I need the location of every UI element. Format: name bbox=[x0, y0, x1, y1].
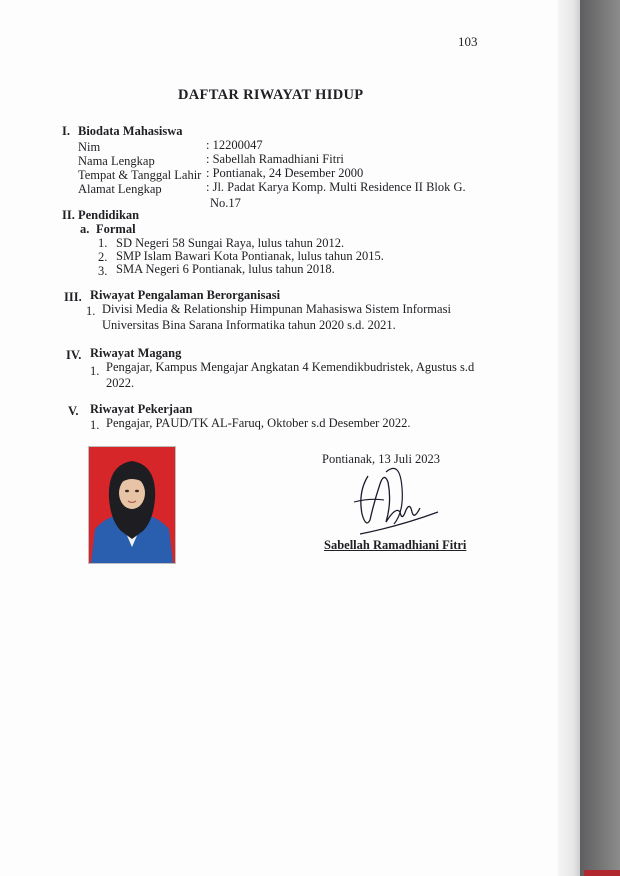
subsection-heading-formal: Formal bbox=[96, 222, 136, 236]
list-item-cont: Universitas Bina Sarana Informatika tahun 2020 s.d. 2021. bbox=[102, 318, 396, 332]
page-edge-shadow bbox=[558, 0, 580, 876]
page-title: DAFTAR RIWAYAT HIDUP bbox=[178, 87, 364, 103]
profile-photo-illustration bbox=[89, 447, 175, 563]
section-heading-organisasi: Riwayat Pengalaman Berorganisasi bbox=[90, 288, 281, 302]
subsection-number-formal: a. bbox=[80, 222, 90, 236]
list-item-number: 1. bbox=[90, 418, 100, 432]
signature-name: Sabellah Ramadhiani Fitri bbox=[324, 538, 467, 552]
biodata-value-nim: : 12200047 bbox=[206, 138, 263, 152]
section-number-biodata: I. bbox=[62, 124, 70, 138]
list-item: Pengajar, Kampus Mengajar Angkatan 4 Kemendikbudristek, Agustus s.d bbox=[106, 360, 475, 374]
biodata-value-alamat: : Jl. Padat Karya Komp. Multi Residence II Blok G. bbox=[206, 180, 466, 194]
signature-place-date: Pontianak, 13 Juli 2023 bbox=[322, 452, 441, 466]
scan-red-mark bbox=[584, 870, 620, 876]
list-item: Divisi Media & Relationship Himpunan Mahasiswa Sistem Informasi bbox=[102, 302, 451, 316]
list-item: SMP Islam Bawari Kota Pontianak, lulus tahun 2015. bbox=[116, 249, 384, 263]
list-item-number: 1. bbox=[90, 364, 100, 378]
section-heading-pekerjaan: Riwayat Pekerjaan bbox=[90, 402, 193, 416]
section-number-pendidikan: II. bbox=[62, 208, 75, 222]
list-item: SMA Negeri 6 Pontianak, lulus tahun 2018. bbox=[116, 262, 335, 276]
list-item: SD Negeri 58 Sungai Raya, lulus tahun 2012. bbox=[116, 236, 345, 250]
biodata-value-ttl: : Pontianak, 24 Desember 2000 bbox=[206, 166, 364, 180]
list-item-cont: 2022. bbox=[106, 376, 135, 390]
biodata-label-ttl: Tempat & Tanggal Lahir bbox=[78, 168, 202, 182]
profile-photo bbox=[88, 446, 176, 564]
section-heading-pendidikan: Pendidikan bbox=[78, 208, 140, 222]
list-item-number: 3. bbox=[98, 264, 108, 278]
page-number: 103 bbox=[458, 34, 478, 49]
list-item-number: 1. bbox=[98, 236, 108, 250]
section-number-pekerjaan: V. bbox=[68, 404, 79, 418]
biodata-label-nama: Nama Lengkap bbox=[78, 154, 155, 168]
list-item: Pengajar, PAUD/TK AL-Faruq, Oktober s.d Desember 2022. bbox=[106, 416, 411, 430]
biodata-label-nim: Nim bbox=[78, 140, 101, 154]
scan-background-strip bbox=[580, 0, 620, 876]
biodata-value-nama: : Sabellah Ramadhiani Fitri bbox=[206, 152, 344, 166]
section-heading-magang: Riwayat Magang bbox=[90, 346, 182, 360]
handwritten-signature bbox=[340, 462, 450, 542]
section-number-organisasi: III. bbox=[64, 290, 82, 304]
list-item-number: 2. bbox=[98, 250, 108, 264]
list-item-number: 1. bbox=[86, 304, 96, 318]
biodata-label-alamat: Alamat Lengkap bbox=[78, 182, 162, 196]
section-number-magang: IV. bbox=[66, 348, 82, 362]
biodata-value-alamat-cont: No.17 bbox=[210, 196, 241, 210]
section-heading-biodata: Biodata Mahasiswa bbox=[78, 124, 183, 138]
